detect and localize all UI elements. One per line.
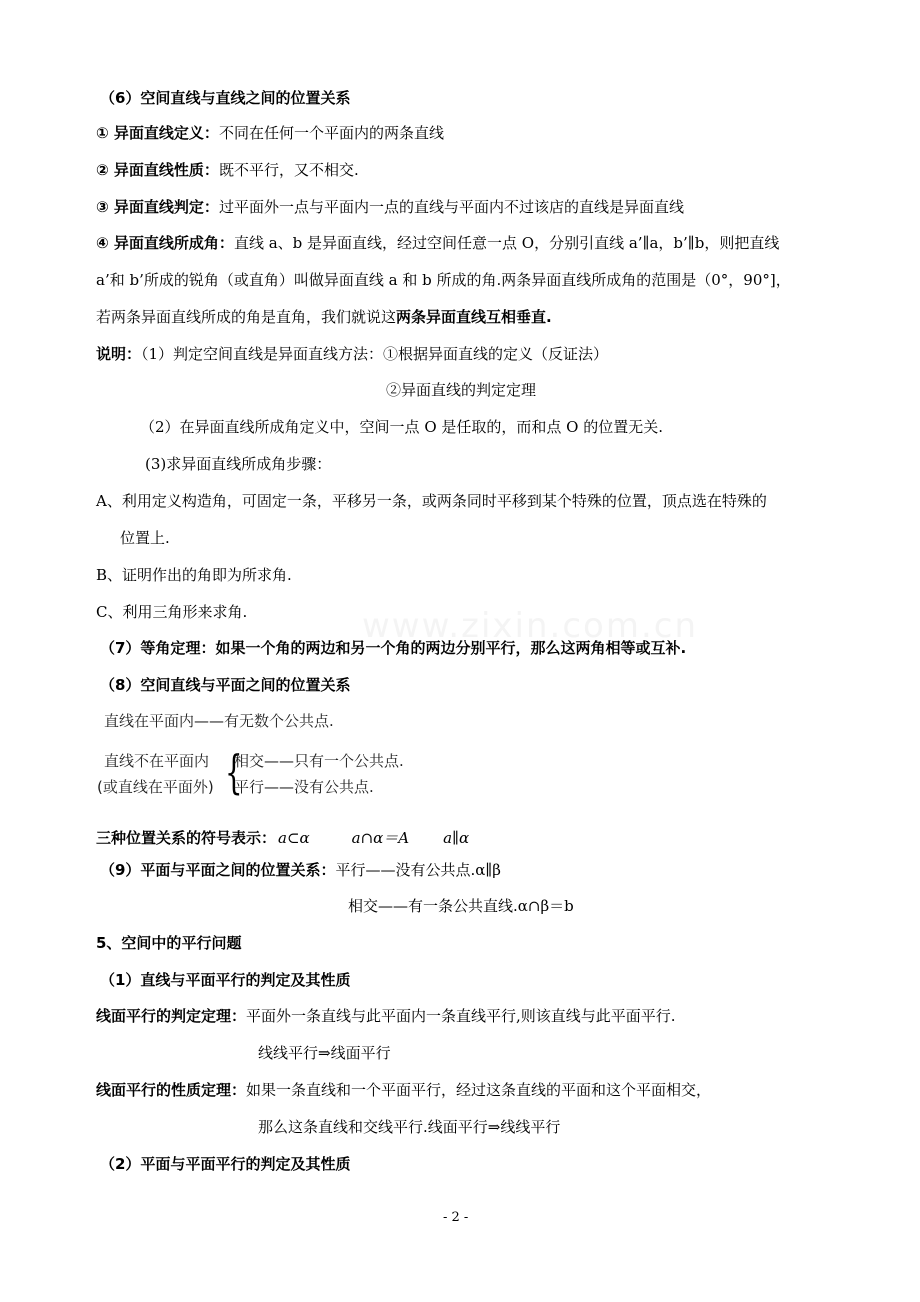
symbol-intersect: a∩α＝A	[351, 829, 410, 847]
note-line-3: （2）在异面直线所成角定义中，空间一点 O 是任取的，而和点 O 的位置无关.	[140, 418, 663, 436]
step-c: C、利用三角形来求角.	[96, 603, 248, 621]
item-label: ② 异面直线性质：	[96, 161, 219, 179]
symbol-in: a⊂α	[278, 829, 310, 847]
note-text: （1）判定空间直线是异面直线方法：①根据异面直线的定义（反证法）	[141, 345, 609, 363]
section-6-title: （6）空间直线与直线之间的位置关系	[100, 89, 351, 107]
page-number: - 2 -	[443, 1210, 469, 1225]
symbol-parallel: a∥α	[443, 829, 470, 847]
watermark: www.zixin.com.cn	[362, 606, 698, 646]
left-brace: {	[225, 745, 243, 799]
judge-theorem	[96, 1006, 676, 1026]
note-line-2: ②异面直线的判定定理	[386, 381, 537, 399]
note-label: 说明：	[96, 345, 142, 363]
symbol-label: 三种位置关系的符号表示：	[96, 829, 277, 847]
section-7-theorem: （7）等角定理：如果一个角的两边和另一个角的两边分别平行，那么这两角相等或互补.	[100, 639, 687, 657]
judge-symbol: 线线平行⇒线面平行	[258, 1044, 391, 1062]
line-in-plane: 直线在平面内——有无数个公共点.	[104, 712, 334, 730]
property-theorem	[96, 1080, 711, 1100]
plane-intersect: 相交——有一条公共直线.α∩β＝b	[348, 897, 574, 915]
item-text: 过平面外一点与平面内一点的直线与平面内不过该店的直线是异面直线	[218, 198, 684, 216]
line-outside-plane: (或直线在平面外)	[97, 778, 214, 796]
item-text: 直线 a、b 是异面直线，经过空间任意一点 O，分别引直线 a’∥a，b’∥b，则把直线	[233, 234, 780, 252]
item-text: 既不平行，又不相交.	[218, 161, 359, 179]
sub-1-title: （1）直线与平面平行的判定及其性质	[100, 971, 351, 989]
skew-lines-angle	[96, 233, 779, 253]
case-parallel: 平行——没有公共点.	[234, 778, 374, 796]
section-9-label: （9）平面与平面之间的位置关系：	[100, 861, 336, 879]
step-a-cont: 位置上.	[120, 529, 170, 547]
judge-text: 平面外一条直线与此平面内一条直线平行,则该直线与此平面平行.	[246, 1007, 676, 1025]
item-label: ④ 异面直线所成角：	[96, 234, 234, 252]
section-5-title: 5、空间中的平行问题	[96, 934, 242, 952]
item-label: ① 异面直线定义：	[96, 124, 219, 142]
item-text: 若两条异面直线所成的角是直角，我们就说这	[96, 308, 397, 326]
step-a: A、利用定义构造角，可固定一条，平移另一条，或两条同时平移到某个特殊的位置，顶点选在特殊的	[96, 492, 767, 510]
property-text: 如果一条直线和一个平面平行，经过这条直线的平面和这个平面相交，	[246, 1081, 712, 1099]
emphasis-text: 两条异面直线互相垂直.	[396, 308, 552, 326]
note-line-4: (3)求异面直线所成角步骤：	[145, 455, 332, 473]
skew-lines-definition	[96, 123, 444, 143]
item-text: 不同在任何一个平面内的两条直线	[218, 124, 444, 142]
skew-lines-angle-line3	[96, 307, 552, 327]
section-8-title: （8）空间直线与平面之间的位置关系	[100, 676, 351, 694]
skew-lines-criterion	[96, 197, 684, 217]
section-9	[100, 860, 501, 880]
case-intersect: 相交——只有一个公共点.	[234, 752, 404, 770]
sub-2-title: （2）平面与平面平行的判定及其性质	[100, 1155, 351, 1173]
skew-lines-property	[96, 160, 359, 180]
judge-label: 线面平行的判定定理：	[96, 1007, 247, 1025]
line-not-in-plane: 直线不在平面内	[104, 752, 210, 770]
skew-lines-angle-line2: a’和 b’所成的锐角（或直角）叫做异面直线 a 和 b 所成的角.两条异面直线所成角的范围是（0°，90°]，	[96, 271, 791, 289]
symbol-notation	[96, 828, 469, 848]
property-text-2: 那么这条直线和交线平行.线面平行⇒线线平行	[258, 1118, 561, 1136]
property-label: 线面平行的性质定理：	[96, 1081, 247, 1099]
item-label: ③ 异面直线判定：	[96, 198, 219, 216]
plane-parallel: 平行——没有公共点.α∥β	[335, 861, 501, 879]
step-b: B、证明作出的角即为所求角.	[96, 566, 292, 584]
note-line-1	[96, 344, 608, 364]
